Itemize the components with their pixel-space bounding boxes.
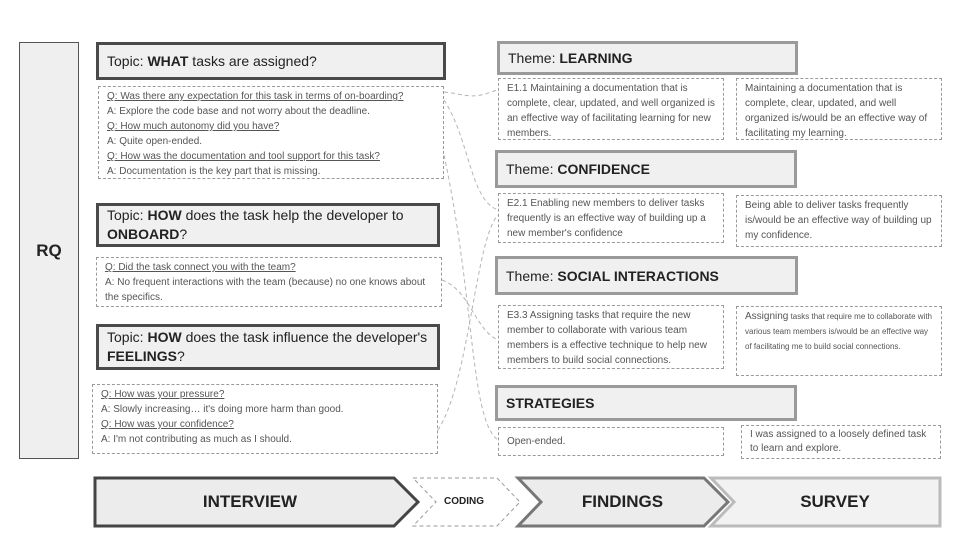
answer: A: I'm not contributing as much as I should. xyxy=(101,434,292,445)
theme-confidence-text: Theme: CONFIDENCE xyxy=(506,161,650,177)
survey-item-social-text: tasks that require me to collaborate with various team members is/would be an effective way of facilitating me to build social connections. xyxy=(745,312,932,351)
finding-e1-1: E1.1 Maintaining a documentation that is complete, clear, updated, and well organized is an effective way of facilitating learning for new members. xyxy=(498,78,724,140)
survey-item-social-lead: Assigning xyxy=(745,311,789,322)
topic-what-text: Topic: WHAT tasks are assigned? xyxy=(107,52,317,69)
finding-e2-1: E2.1 Enabling new members to deliver tasks frequently is an effective way of building up a new member's confidence xyxy=(498,193,724,243)
survey-item-confidence: Being able to deliver tasks frequently is/would be an effective way of building up my confidence. xyxy=(736,195,942,247)
answer: A: Quite open-ended. xyxy=(107,136,203,147)
question: Q: Did the task connect you with the team? xyxy=(105,262,296,273)
question: Q: Was there any expectation for this task in terms of on-boarding? xyxy=(107,91,404,102)
connector-onboard-social xyxy=(442,280,498,340)
answer: A: Documentation is the key part that is missing. xyxy=(107,166,321,177)
theme-social-text: Theme: SOCIAL INTERACTIONS xyxy=(506,267,719,284)
question: Q: How was your confidence? xyxy=(101,419,234,430)
process-survey: SURVEY xyxy=(800,492,870,511)
question: Q: How much autonomy did you have? xyxy=(107,121,280,132)
answer: A: No frequent interactions with the team (because) no one knows about the specifics. xyxy=(105,277,426,303)
question: Q: How was your pressure? xyxy=(101,389,225,400)
process-interview: INTERVIEW xyxy=(202,492,298,511)
topic-onboard-text: Topic: HOW does the task help the developer to ONBOARD? xyxy=(107,207,404,242)
connector-what-learning xyxy=(444,90,497,96)
survey-item-strategies: I was assigned to a loosely defined task to learn and explore. xyxy=(741,425,941,459)
finding-e3-3: E3.3 Assigning tasks that require the new member to collaborate with various team members is a effective technique to help new members to build social connections. xyxy=(498,305,724,369)
process-coding: CODING xyxy=(444,496,484,507)
answer: A: Explore the code base and not worry about the deadline. xyxy=(107,106,370,117)
answer: A: Slowly increasing… it's doing more harm than good. xyxy=(101,404,344,415)
question: Q: How was the documentation and tool support for this task? xyxy=(107,151,380,162)
topic-feelings-text: Topic: HOW does the task influence the developer's FEELINGS? xyxy=(107,329,428,364)
theme-learning-text: Theme: LEARNING xyxy=(508,50,633,66)
theme-strategies-text: STRATEGIES xyxy=(506,395,595,411)
connector-what-confidence xyxy=(444,100,498,210)
rq-label: RQ xyxy=(36,240,62,260)
finding-open-ended: Open-ended. xyxy=(498,427,724,456)
process-findings: FINDINGS xyxy=(581,492,664,511)
survey-item-learning: Maintaining a documentation that is complete, clear, updated, and well organized is/would be an effective way of facilitating my learning. xyxy=(736,78,942,140)
connector-feelings-confidence xyxy=(438,215,498,430)
